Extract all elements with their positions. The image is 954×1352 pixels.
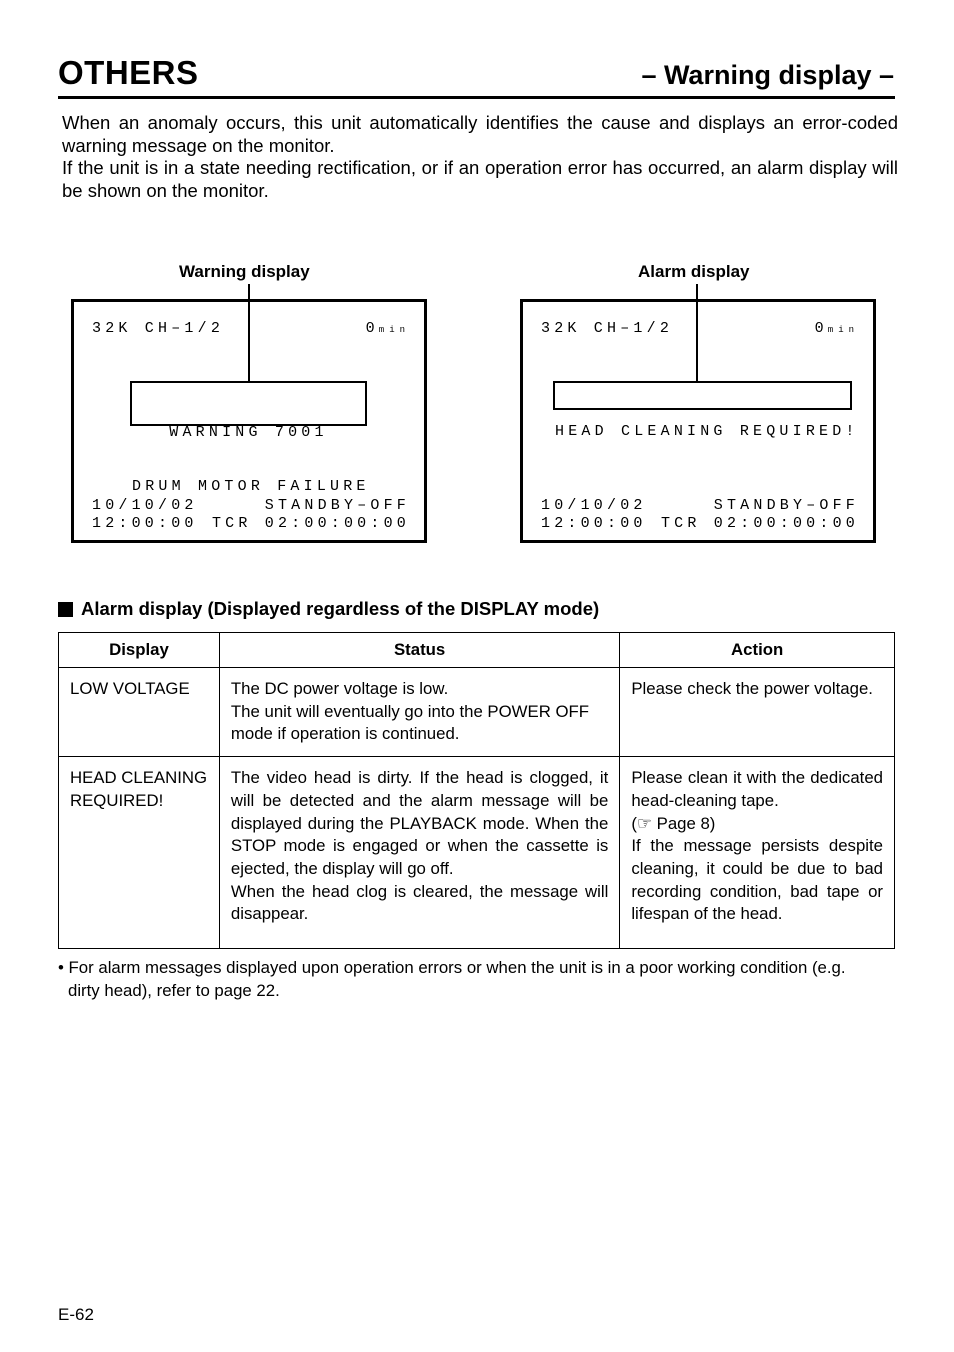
footnote-line-1: • For alarm messages displayed upon operation errors or when the unit is in a poor working condition (e.g.	[58, 958, 846, 977]
section-heading-text: Alarm display (Displayed regardless of the DISPLAY mode)	[81, 598, 600, 619]
alarm-counter-unit: min	[827, 325, 859, 335]
status-cell-line: The video head is dirty. If the head is clogged, it will be detected and the alarm message will be displayed during the PLAYBACK mode. When the STOP mode is engaged or when the cassette is ejected, the display will go off.	[230, 768, 609, 878]
alarm-top-left-text: 32K CH–1/2	[541, 320, 674, 337]
alarm-monitor-screen	[520, 299, 876, 543]
warning-counter-value: 0	[365, 320, 379, 337]
action-cell-line: If the message persists despite cleaning, it could be due to bad recording condition, bad tape or lifespan of the head.	[631, 836, 883, 924]
footnote	[58, 957, 898, 1002]
warning-message-line-2: DRUM MOTOR FAILURE	[132, 478, 370, 495]
alarm-top-right-counter	[815, 320, 859, 339]
warning-bottom-right-timecode: TCR 02:00:00:00	[211, 515, 410, 532]
warning-monitor-screen	[71, 299, 427, 543]
action-cell	[620, 757, 895, 949]
display-cell	[59, 757, 220, 949]
table-row	[59, 668, 895, 757]
alarm-bottom-left-time: 12:00:00	[541, 515, 647, 532]
header-divider	[58, 96, 895, 99]
column-header-display: Display	[59, 633, 220, 668]
footnote-line-2: dirty head), refer to page 22.	[68, 980, 280, 1000]
warning-message-line-1: WARNING 7001	[169, 424, 328, 441]
warning-display-caption: Warning display	[179, 262, 310, 281]
alarm-counter-value: 0	[814, 320, 828, 337]
warning-top-left-text: 32K CH–1/2	[92, 320, 225, 337]
status-cell-line: The unit will eventually go into the POWER OFF mode if operation is continued.	[230, 701, 590, 744]
column-header-action: Action	[620, 633, 895, 668]
status-cell-line: When the head clog is cleared, the message will disappear.	[230, 881, 609, 924]
table-header-row	[59, 633, 895, 668]
page-subtitle: – Warning display –	[641, 60, 894, 90]
intro-paragraph-1: When an anomaly occurs, this unit automatically identifies the cause and displays an error-coded warning message on the monitor.	[62, 112, 898, 156]
status-cell	[219, 757, 619, 949]
display-cell-line: LOW VOLTAGE	[70, 679, 190, 698]
warning-message-box	[130, 381, 370, 495]
alarm-message-line-1: HEAD CLEANING REQUIRED!	[555, 423, 859, 440]
display-cell-line: REQUIRED!	[70, 790, 164, 810]
action-cell-line: Please clean it with the dedicated head-cleaning tape.	[631, 768, 883, 810]
alarm-bottom-left-date: 10/10/02	[541, 497, 647, 514]
warning-top-right-counter	[366, 320, 410, 339]
intro-paragraph-2: If the unit is in a state needing rectification, or if an operation error has occurred, an alarm display will be shown on the monitor.	[62, 157, 898, 201]
warning-bottom-right-status: STANDBY–OFF	[264, 497, 410, 514]
display-cell	[59, 668, 220, 757]
action-cell-line: Please check the power voltage.	[631, 679, 873, 698]
page-number: E-62	[58, 1305, 94, 1324]
action-cell-page-reference: (☞ Page 8)	[631, 813, 716, 833]
status-cell	[219, 668, 619, 757]
warning-bottom-left-date: 10/10/02	[92, 497, 198, 514]
warning-bottom-left-time: 12:00:00	[92, 515, 198, 532]
table-row	[59, 757, 895, 949]
column-header-status: Status	[219, 633, 619, 668]
section-heading	[58, 598, 599, 620]
alarm-message-box	[553, 381, 859, 440]
status-cell-line: The DC power voltage is low.	[230, 679, 449, 698]
display-cell-line: HEAD CLEANING	[70, 768, 208, 788]
square-bullet-icon	[58, 602, 73, 617]
alarm-table	[58, 632, 895, 949]
alarm-bottom-right-timecode: TCR 02:00:00:00	[660, 515, 859, 532]
warning-counter-unit: min	[378, 325, 410, 335]
page-title: OTHERS	[58, 54, 199, 91]
alarm-bottom-right-status: STANDBY–OFF	[713, 497, 859, 514]
alarm-display-caption: Alarm display	[638, 262, 750, 281]
action-cell	[620, 668, 895, 757]
intro-text	[62, 112, 898, 202]
